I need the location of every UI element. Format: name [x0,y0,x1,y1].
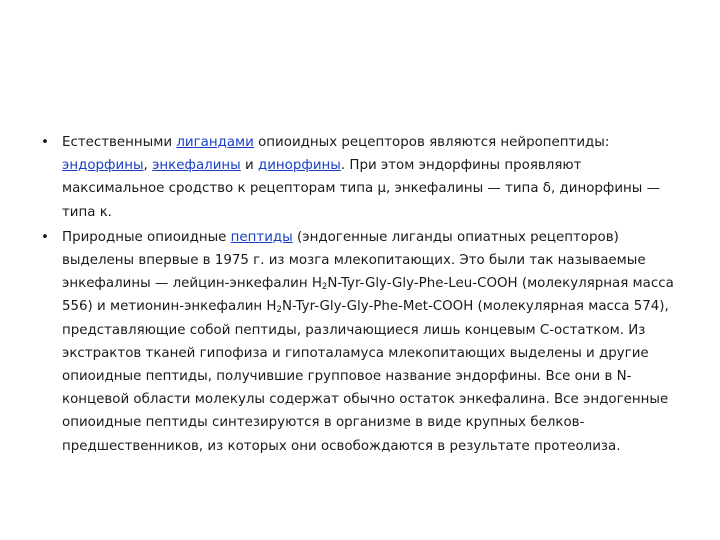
text-run: N-Tyr-Gly-Gly-Phe-Met-COOH (молекулярная масса 574), представляющие собой пептиды, различающиеся лишь концевым С-остатком. Из экстрактов тканей гипофиза и гипоталамуса млекопитающих выделены и другие опиоидные пептиды, получившие групповое название эндорфины. Все они в N-концевой области молекулы содержат обычно остаток энкефалина. Все эндогенные опиоидные пептиды синтезируются в организме в виде крупных белков-предшественников, из которых они освобождаются в результате протеолиза. [62,299,669,454]
bullet-item-ligands [36,131,686,224]
bullet-marker: • [41,229,49,245]
subscript: 2 [321,282,328,293]
text-run: N-Tyr-Gly-Gly-Phe-Leu-COOH (молекулярная масса 556) и метионин-энкефалин H [62,276,674,315]
bullet-item-peptides [36,226,686,458]
subscript: 2 [276,305,282,316]
link-enkephalins[interactable]: энкефалины [152,158,241,174]
text-run: Естественными [62,135,177,150]
text-run: . При этом эндорфины проявляют максимальное сродство к рецепторам типа μ, энкефалины — типа δ, динорфины — типа κ. [62,158,661,220]
text-run: , [143,158,153,174]
link-dynorphins[interactable]: динорфины [257,158,341,174]
link-endorphins[interactable]: эндорфины [62,158,144,174]
link-ligands[interactable]: лигандами [176,135,254,150]
text-run: и [240,158,258,174]
bullet-marker: • [41,135,49,150]
text-run: (эндогенные лиганды опиатных рецепторов) выделены впервые в 1975 г. из мозга млекопитающих. Это были так называемые энкефалины — лейцин-энкефалин H [62,229,646,292]
text-run: Природные опиоидные [62,229,231,245]
link-peptides[interactable]: пептиды [230,229,293,245]
slide-body [36,131,686,460]
text-run: опиоидных рецепторов являются нейропептиды: [253,135,610,150]
